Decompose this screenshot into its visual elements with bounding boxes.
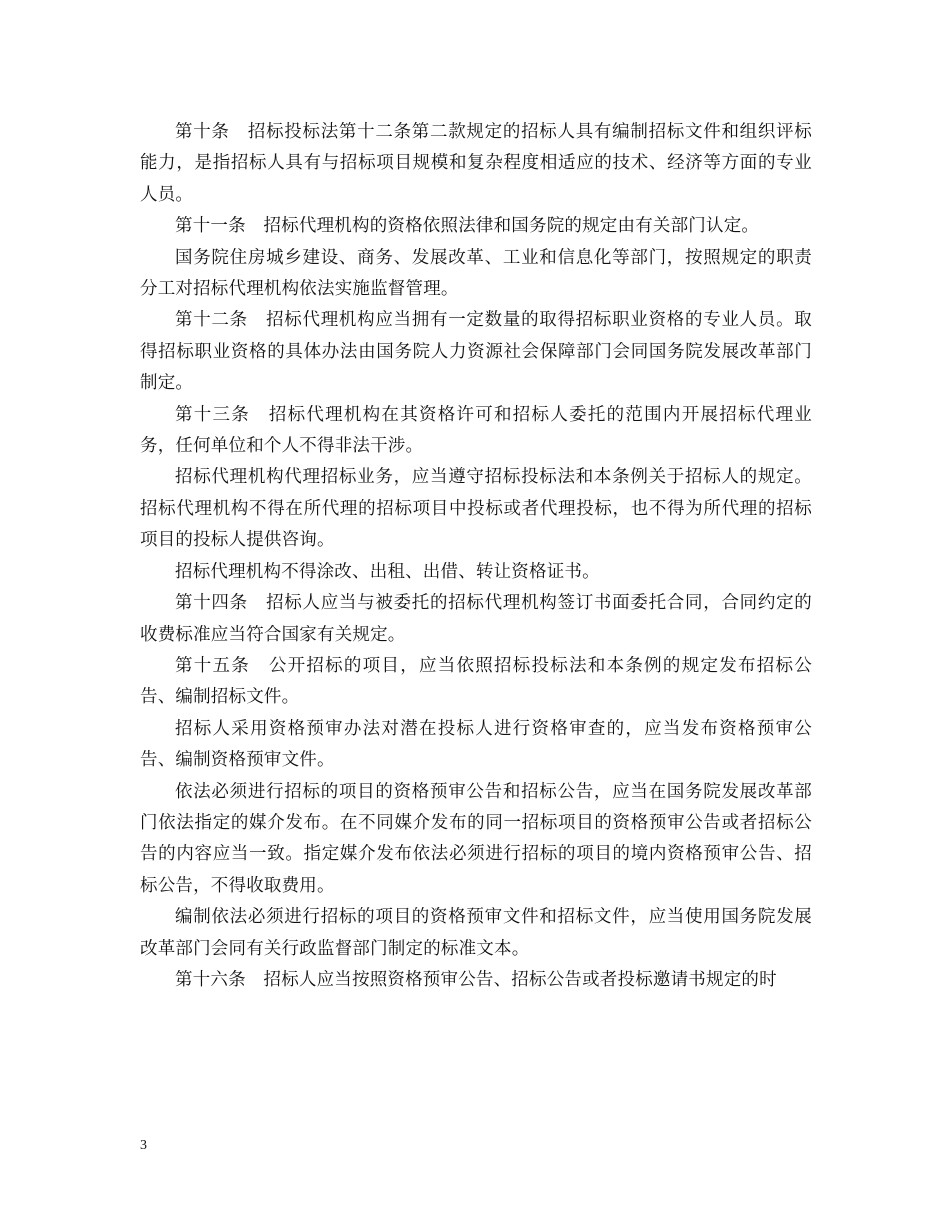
paragraph-article-11-supervision: 国务院住房城乡建设、商务、发展改革、工业和信息化等部门，按照规定的职责分工对招标代理机构依法实施监督管理。 — [140, 247, 812, 300]
document-body — [140, 117, 812, 996]
paragraph-article-16: 第十六条 招标人应当按照资格预审公告、招标公告或者投标邀请书规定的时 — [175, 969, 777, 990]
paragraph-article-15-prequalification: 招标人采用资格预审办法对潜在投标人进行资格审查的，应当发布资格预审公告、编制资格预审文件。 — [140, 718, 812, 771]
paragraph-article-11: 第十一条 招标代理机构的资格依照法律和国务院的规定由有关部门认定。 — [175, 216, 760, 237]
paragraph-article-13-agency-rules: 招标代理机构代理招标业务，应当遵守招标投标法和本条例关于招标人的规定。招标代理机构不得在所代理的招标项目中投标或者代理投标，也不得为所代理的招标项目的投标人提供咨询。 — [140, 467, 812, 551]
paragraph-article-15-media: 依法必须进行招标的项目的资格预审公告和招标公告，应当在国务院发展改革部门依法指定的媒介发布。在不同媒介发布的同一招标项目的资格预审公告或者招标公告的内容应当一致。指定媒介发布依法必须进行招标的项目的境内资格预审公告、招标公告，不得收取费用。 — [140, 781, 812, 896]
page-number: 3 — [140, 1138, 147, 1153]
paragraph-article-13-certificate: 招标代理机构不得涂改、出租、出借、转让资格证书。 — [175, 561, 600, 582]
paragraph-article-13: 第十三条 招标代理机构在其资格许可和招标人委托的范围内开展招标代理业务，任何单位和个人不得非法干涉。 — [140, 404, 812, 457]
paragraph-article-15: 第十五条 公开招标的项目，应当依照招标投标法和本条例的规定发布招标公告、编制招标文件。 — [140, 655, 812, 708]
paragraph-article-15-standard-text: 编制依法必须进行招标的项目的资格预审文件和招标文件，应当使用国务院发展改革部门会同有关行政监督部门制定的标准文本。 — [140, 907, 812, 959]
paragraph-article-14: 第十四条 招标人应当与被委托的招标代理机构签订书面委托合同，合同约定的收费标准应当符合国家有关规定。 — [140, 593, 812, 645]
paragraph-article-12: 第十二条 招标代理机构应当拥有一定数量的取得招标职业资格的专业人员。取得招标职业资格的具体办法由国务院人力资源社会保障部门会同国务院发展改革部门制定。 — [140, 310, 812, 394]
paragraph-article-10: 第十条 招标投标法第十二条第二款规定的招标人具有编制招标文件和组织评标能力，是指招标人具有与招标项目规模和复杂程度相适应的技术、经济等方面的专业人员。 — [140, 122, 812, 205]
